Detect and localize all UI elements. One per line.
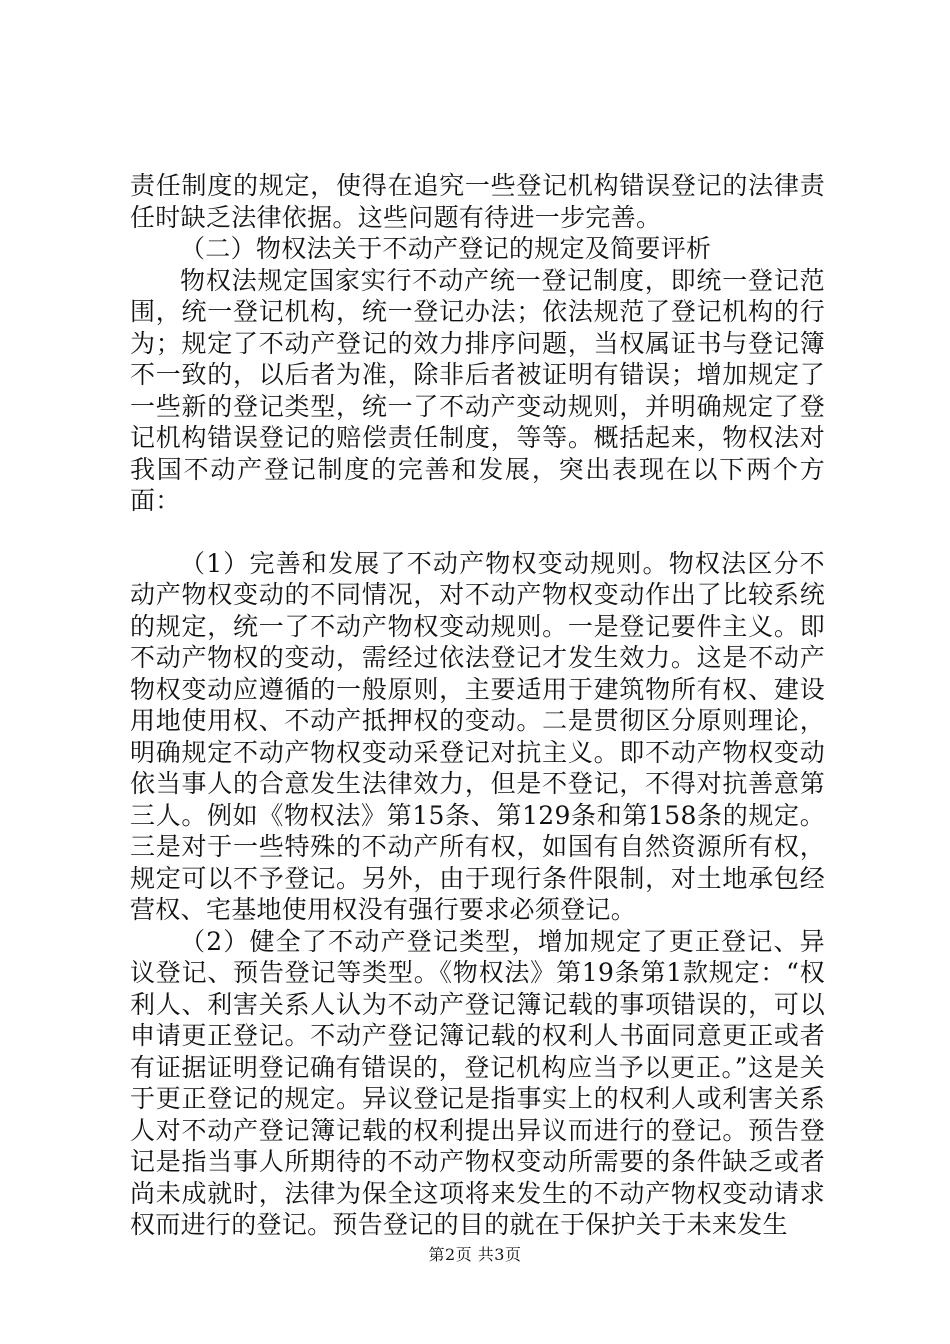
paragraph-point-1: （1）完善和发展了不动产物权变动规则。物权法区分不动产物权变动的不同情况，对不动产物权变动作出了比较系统的规定，统一了不动产物权变动规则。一是登记要件主义。即不动产物权的变动，需经过依法登记才发生效力。这是不动产物权变动应遵循的一般原则，主要适用于建筑物所有权、建设用地使用权、不动产抵押权的变动。二是贯彻区分原则理论，明确规定不动产物权变动采登记对抗主义。即不动产物权变动依当事人的合意发生法律效力，但是不登记，不得对抗善意第三人。例如《物权法》第15条、第129条和第158条的规定。三是对于一些特殊的不动产所有权，如国有自然资源所有权，规定可以不予登记。另外，由于现行条件限制，对土地承包经营权、宅基地使用权没有强行要求必须登记。	[130, 548, 825, 924]
section-heading: （二）物权法关于不动产登记的规定及简要评析	[180, 234, 712, 263]
paragraph-point-2: （2）健全了不动产登记类型，增加规定了更正登记、异议登记、预告登记等类型。《物权法》第19条第1款规定：“权利人、利害关系人认为不动产登记簿记载的事项错误的，可以申请更正登记。不动产登记簿记载的权利人书面同意更正或者有证据证明登记确有错误的，登记机构应当予以更正。”这是关于更正登记的规定。异议登记是指事实上的权利人或利害关系人对不动产登记簿记载的权利提出异议而进行的登记。预告登记是指当事人所期待的不动产物权变动所需要的条件缺乏或者尚未成就时，法律为保全这项将来发生的不动产物权变动请求权而进行的登记。预告登记的目的就在于保护关于未来发生	[130, 926, 825, 1239]
document-body	[130, 170, 825, 1241]
paragraph-continuation: 责任制度的规定，使得在追究一些登记机构错误登记的法律责任时缺乏法律依据。这些问题有待进一步完善。	[130, 171, 825, 232]
paragraph-overview: 物权法规定国家实行不动产统一登记制度，即统一登记范围，统一登记机构，统一登记办法；依法规范了登记机构的行为；规定了不动产登记的效力排序问题，当权属证书与登记簿不一致的，以后者为准，除非后者被证明有错误；增加规定了一些新的登记类型，统一了不动产变动规则，并明确规定了登记机构错误登记的赔偿责任制度，等等。概括起来，物权法对我国不动产登记制度的完善和发展，突出表现在以下两个方面：	[130, 265, 825, 515]
page-footer: 第2页 共3页	[428, 1245, 522, 1264]
